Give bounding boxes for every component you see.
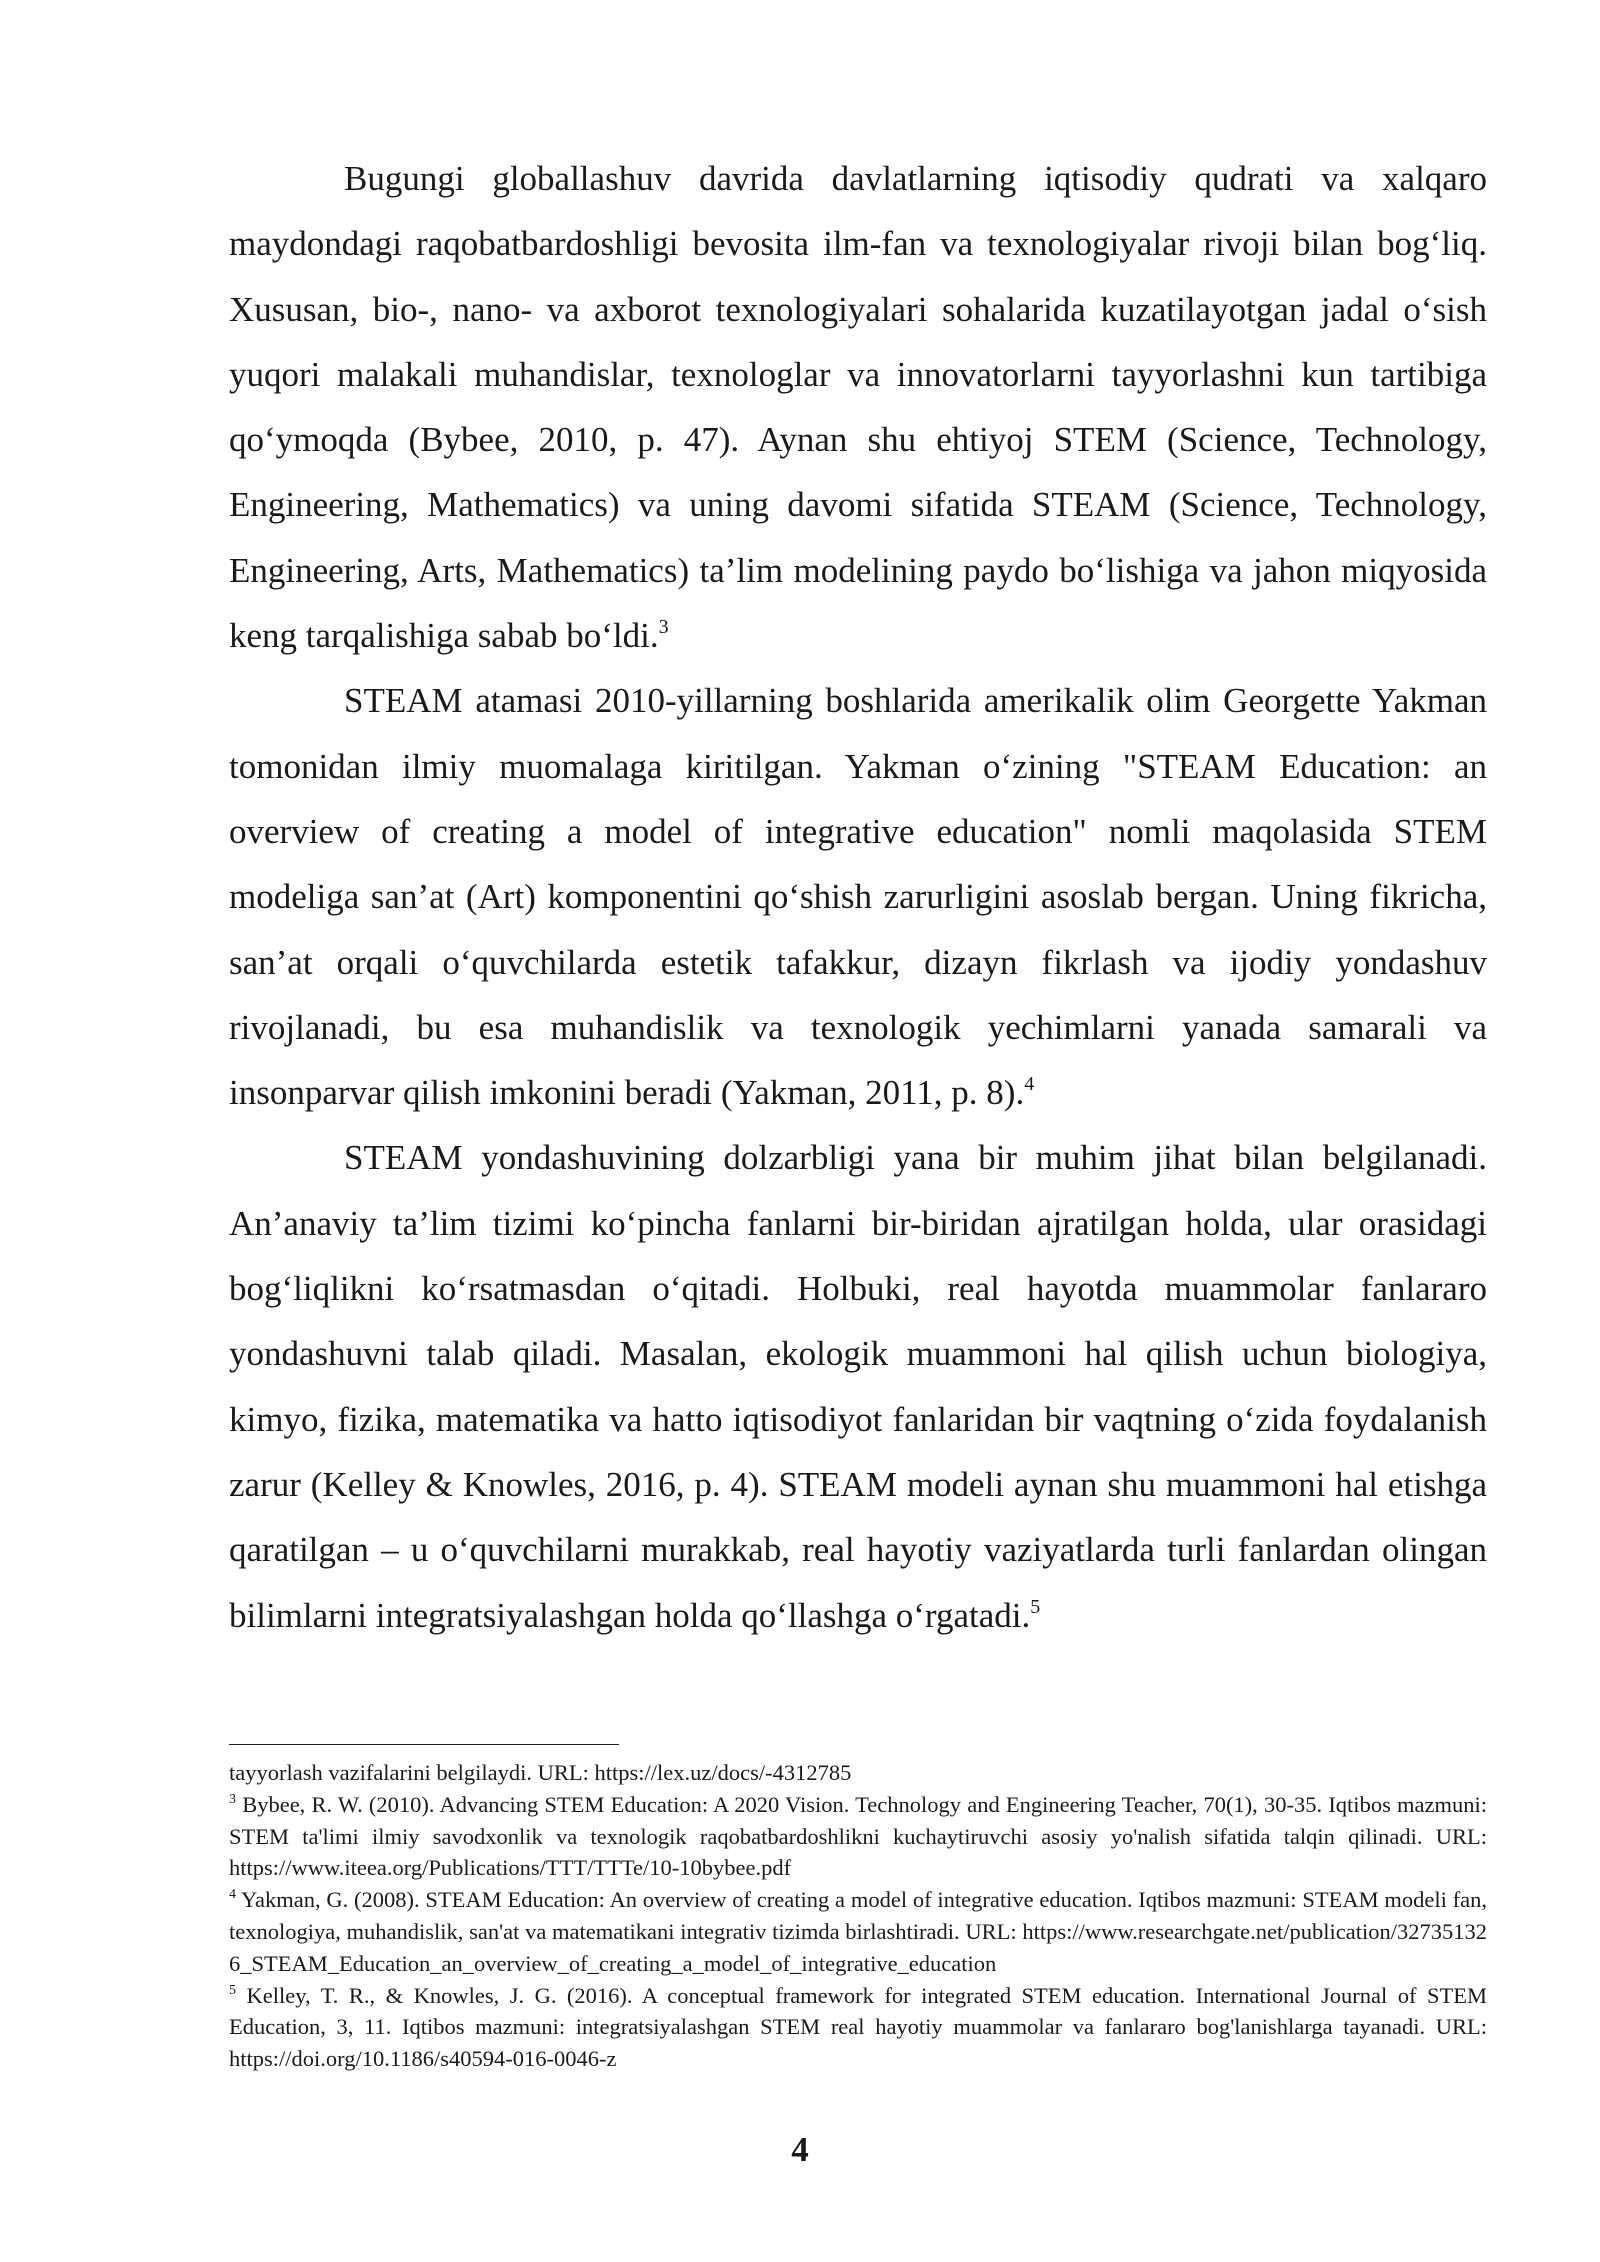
footnote-ref[interactable]: 3 — [658, 616, 669, 639]
footnote-continuation — [229, 1757, 1487, 1789]
footnote-ref[interactable]: 5 — [1030, 1595, 1041, 1618]
footnote-link[interactable]: https://www.researchgate.net/publication/327351326_STEAM_Education_an_overview_of_creating_a_model_of_integrative_education — [229, 1918, 1487, 1976]
footnote-text: Bybee, R. W. (2010). Advancing STEM Education: A 2020 Vision. Technology and Engineering Teacher, 70(1), 30-35. Iqtibos mazmuni: STEM ta'limi ilmiy savodxonlik va texnologik raqobatbardoshlikni kuchaytiruvchi asosiy yo'nalish sifatida talqin qilinadi. URL: https://www.iteea.org/Publications/TTT/TTTe/10-10bybee.pdf — [229, 1791, 1487, 1881]
paragraph — [229, 1125, 1487, 1647]
footnote-number: 3 — [229, 1791, 236, 1807]
footnote-text: tayyorlash vazifalarini belgilaydi. URL: https://lex.uz/docs/-4312785 — [229, 1760, 852, 1785]
footnote-text: Yakman, G. (2008). STEAM Education: An overview of creating a model of integrative education. Iqtibos mazmuni: STEAM modeli fan, texnologiya, muhandislik, san'at va matematikani integrativ tizimda birlashtiradi. URL: — [229, 1887, 1487, 1944]
footnote-text: Kelley, T. R., & Knowles, J. G. (2016). A conceptual framework for integrated STEM education. International Journal of STEM Education, 3, 11. Iqtibos mazmuni: integratsiyalashgan STEM real hayotiy muammolar va fanlararo bog'lanishlarga tayanadi. URL: https://doi.org/10.1186/s40594-016-0046-z — [229, 1982, 1487, 2072]
footnotes — [229, 1757, 1487, 2075]
footnote-separator — [229, 1744, 619, 1745]
page-number: 4 — [791, 2130, 809, 2169]
footnote-number: 5 — [229, 1982, 236, 1998]
body-text — [229, 146, 1487, 1648]
footnote-item — [229, 1884, 1487, 1979]
paragraph-text: Bugungi globallashuv davrida davlatlarning iqtisodiy qudrati va xalqaro maydondagi raqobatbardoshligi bevosita ilm-fan va texnologiyalar rivoji bilan bog‘liq. Xususan, bio-, nano- va axborot texnologiyalari sohalarida kuzatilayotgan jadal o‘sish yuqori malakali muhandislar, texnologlar va innovatorlarni tayyorlashni kun tartibiga qo‘ymoqda (Bybee, 2010, p. 47). Aynan shu ehtiyoj STEM (Science, Technology, Engineering, Mathematics) va uning davomi sifatida STEAM (Science, Technology, Engineering, Arts, Mathematics) ta’lim modelining paydo bo‘lishiga va jahon miqyosida keng tarqalishiga sabab bo‘ldi. — [229, 159, 1487, 656]
paragraph-text: STEAM yondashuvining dolzarbligi yana bir muhim jihat bilan belgilanadi. An’anaviy ta’lim tizimi ko‘pincha fanlarni bir-biridan ajratilgan holda, ular orasidagi bog‘liqlikni ko‘rsatmasdan o‘qitadi. Holbuki, real hayotda muammolar fanlararo yondashuvni talab qiladi. Masalan, ekologik muammoni hal qilish uchun biologiya, kimyo, fizika, matematika va hatto iqtisodiyot fanlaridan bir vaqtning o‘zida foydalanish zarur (Kelley & Knowles, 2016, p. 4). STEAM modeli aynan shu muammoni hal etishga qaratilgan – u o‘quvchilarni murakkab, real hayotiy vaziyatlarda turli fanlardan olingan bilimlarni integratsiyalashgan holda qo‘llashga o‘rgatadi. — [229, 1138, 1487, 1635]
paragraph — [229, 668, 1487, 1125]
footnote-number: 4 — [229, 1887, 236, 1903]
footnote-item — [229, 1980, 1487, 2075]
paragraph — [229, 146, 1487, 668]
paragraph-text: STEAM atamasi 2010-yillarning boshlarida amerikalik olim Georgette Yakman tomonidan ilmiy muomalaga kiritilgan. Yakman o‘zining "STEAM Education: an overview of creating a model of integrative education" nomli maqolasida STEM modeliga san’at (Art) komponentini qo‘shish zarurligini asoslab bergan. Uning fikricha, san’at orqali o‘quvchilarda estetik tafakkur, dizayn fikrlash va ijodiy yondashuv rivojlanadi, bu esa muhandislik va texnologik yechimlarni yanada samarali va insonparvar qilish imkonini beradi (Yakman, 2011, p. 8). — [229, 681, 1487, 1113]
footnote-ref[interactable]: 4 — [1024, 1073, 1035, 1096]
footnote-item — [229, 1789, 1487, 1884]
